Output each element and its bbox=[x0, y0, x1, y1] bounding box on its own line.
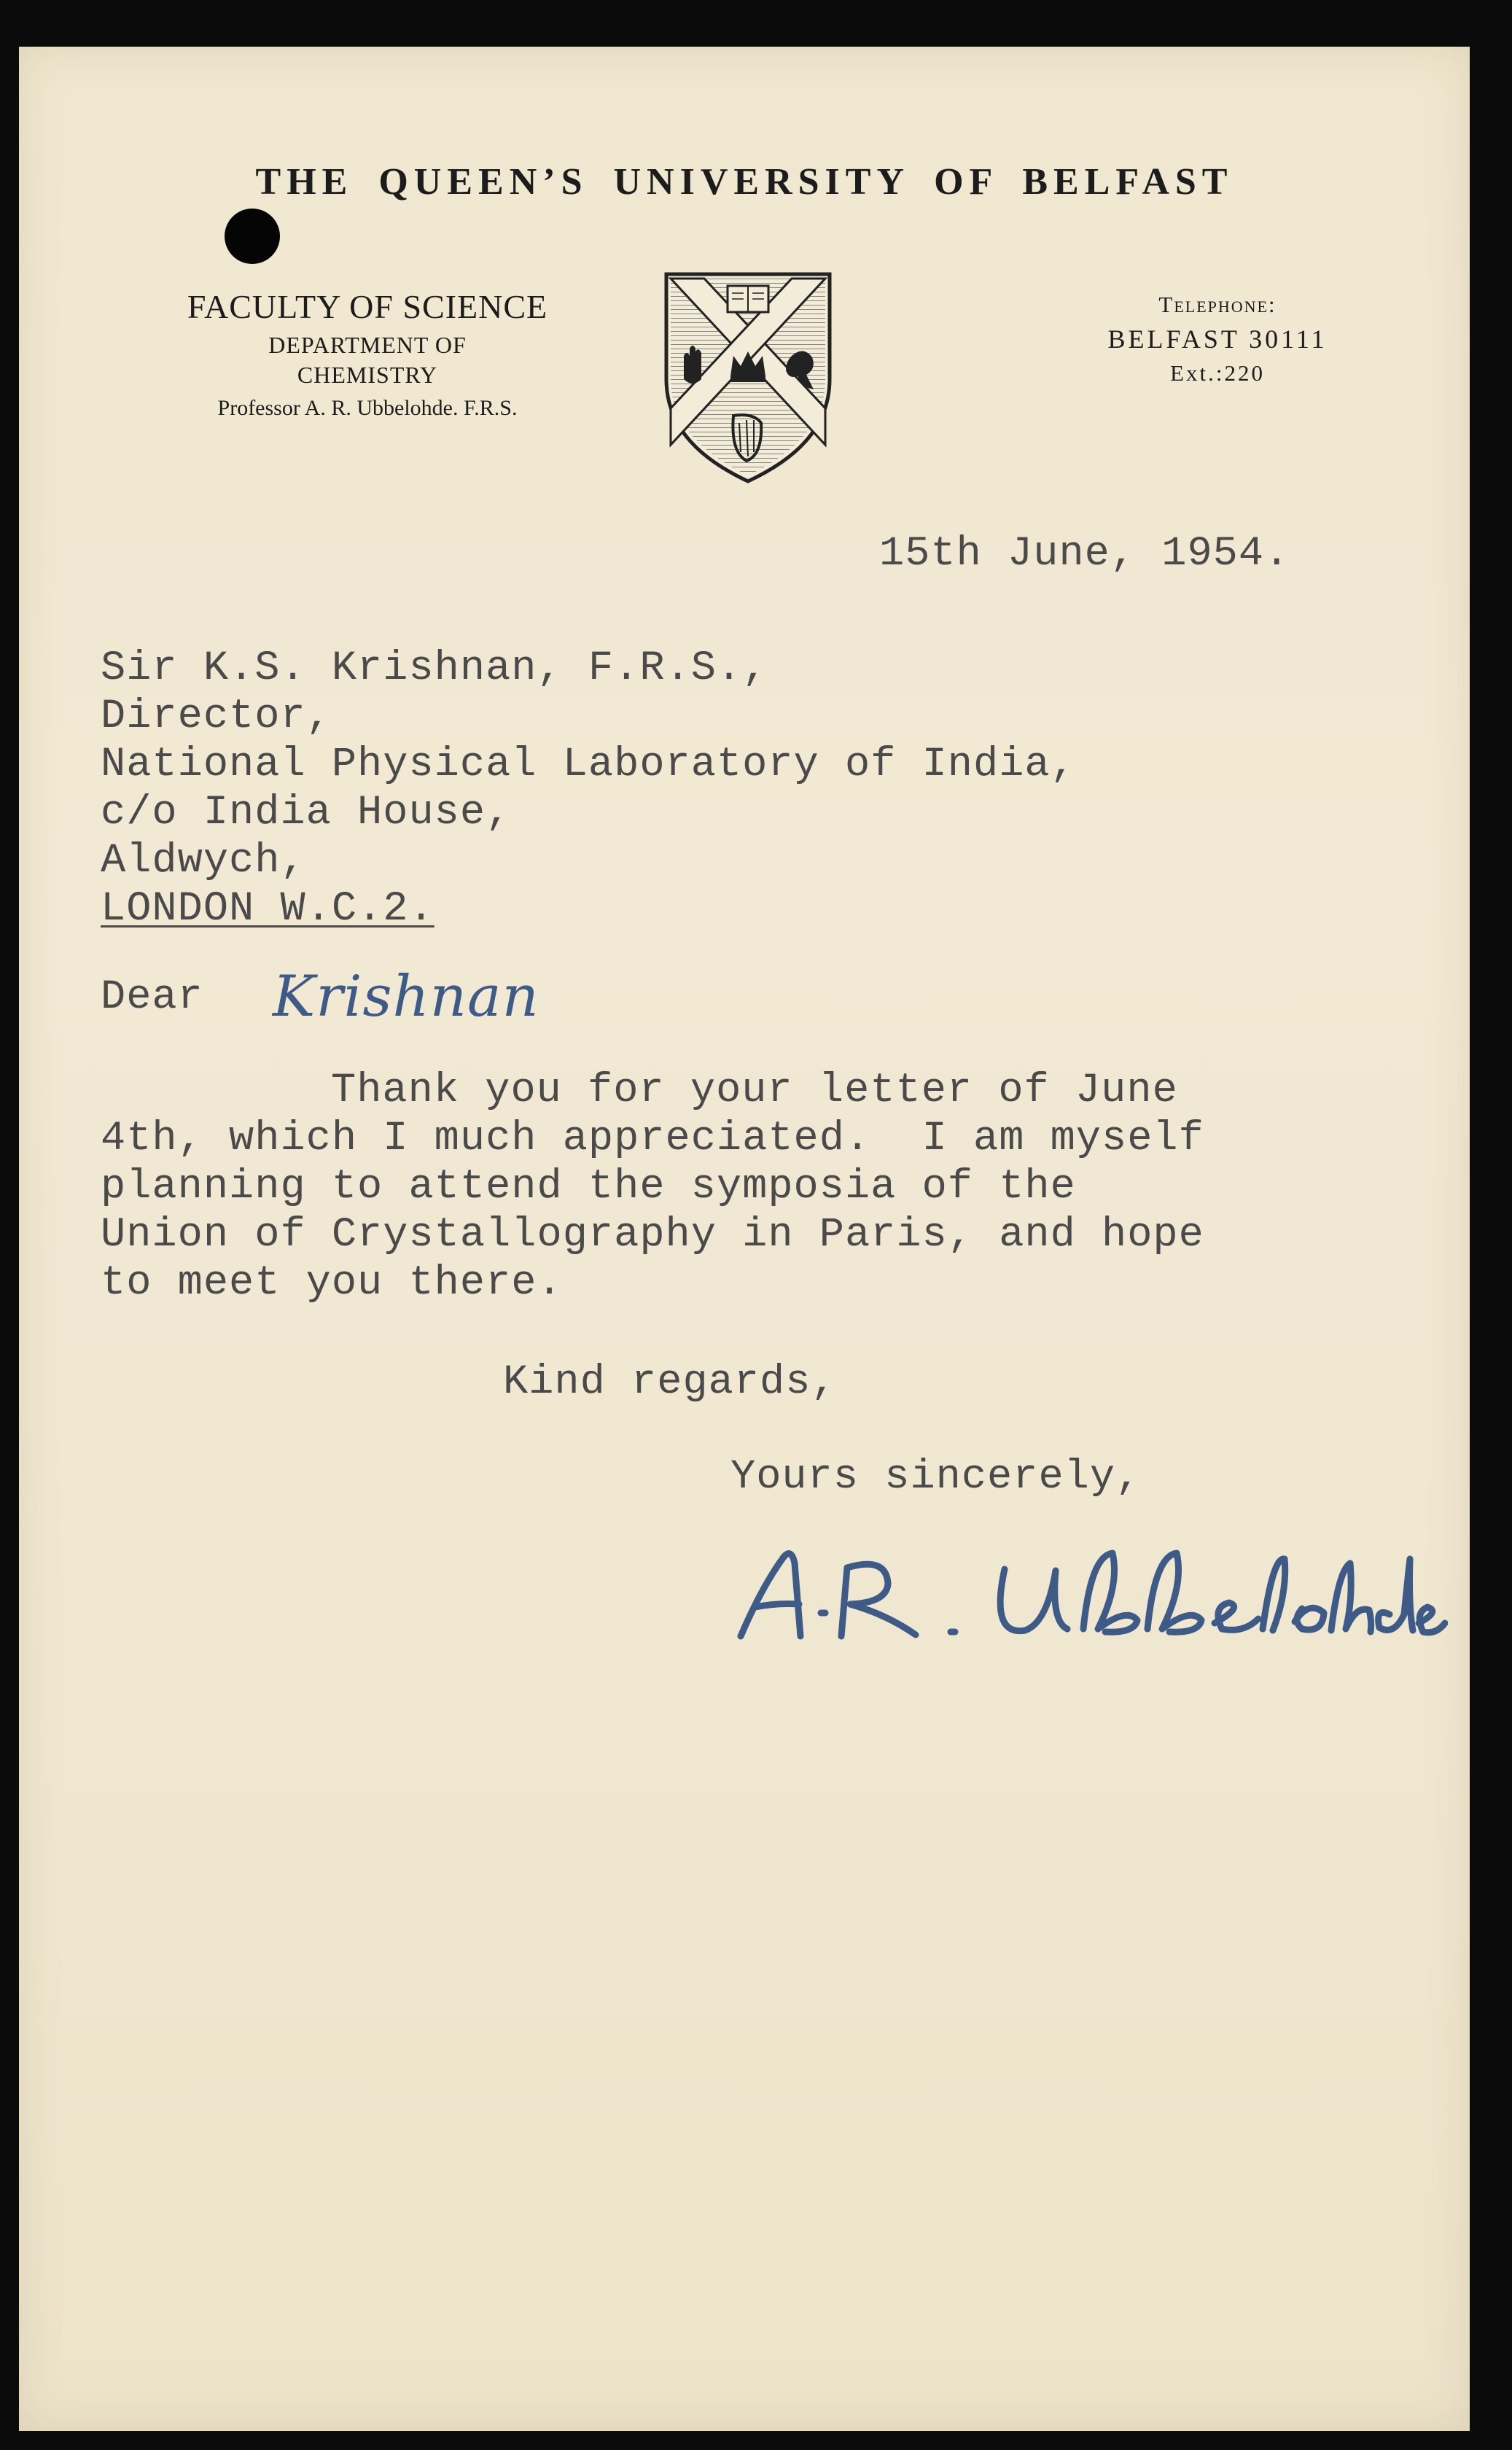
address-line: Director, bbox=[101, 693, 332, 740]
address-line: Aldwych, bbox=[101, 838, 306, 884]
body-line: 4th, which I much appreciated. I am myself bbox=[101, 1116, 1204, 1162]
salutation: Dear bbox=[101, 974, 203, 1021]
letter-date: 15th June, 1954. bbox=[879, 531, 1290, 578]
body-line: to meet you there. bbox=[101, 1260, 563, 1307]
department-subname: CHEMISTRY bbox=[297, 362, 438, 388]
address-line: Sir K.S. Krishnan, F.R.S., bbox=[101, 645, 768, 692]
faculty-block bbox=[149, 287, 586, 421]
faculty-name: FACULTY OF SCIENCE bbox=[187, 288, 548, 325]
letter-page bbox=[19, 47, 1470, 2431]
punch-hole bbox=[225, 209, 280, 264]
body-line: planning to attend the symposia of the bbox=[101, 1164, 1076, 1210]
professor-name: Professor A. R. Ubbelohde. F.R.S. bbox=[217, 396, 518, 420]
telephone-number: BELFAST 30111 bbox=[1107, 324, 1328, 354]
department-name: DEPARTMENT OF bbox=[268, 332, 467, 358]
university-name: THE QUEEN’S UNIVERSITY OF BELFAST bbox=[255, 161, 1234, 203]
telephone-label: Telephone: bbox=[1158, 292, 1277, 317]
address-line: National Physical Laboratory of India, bbox=[101, 742, 1076, 788]
body-line: Union of Crystallography in Paris, and hope bbox=[101, 1212, 1204, 1259]
closing: Kind regards, bbox=[503, 1359, 837, 1406]
address-line: c/o India House, bbox=[101, 790, 512, 836]
telephone-block bbox=[1064, 292, 1371, 386]
telephone-extension: Ext.:220 bbox=[1170, 360, 1265, 386]
handwritten-signature bbox=[719, 1527, 1448, 1673]
address-line-city: LONDON W.C.2. bbox=[101, 886, 434, 933]
valediction: Yours sincerely, bbox=[730, 1454, 1142, 1501]
body-line: Thank you for your letter of June bbox=[331, 1068, 1178, 1114]
handwritten-salutation-name: Krishnan bbox=[273, 964, 539, 1030]
university-crest-icon bbox=[660, 270, 835, 486]
